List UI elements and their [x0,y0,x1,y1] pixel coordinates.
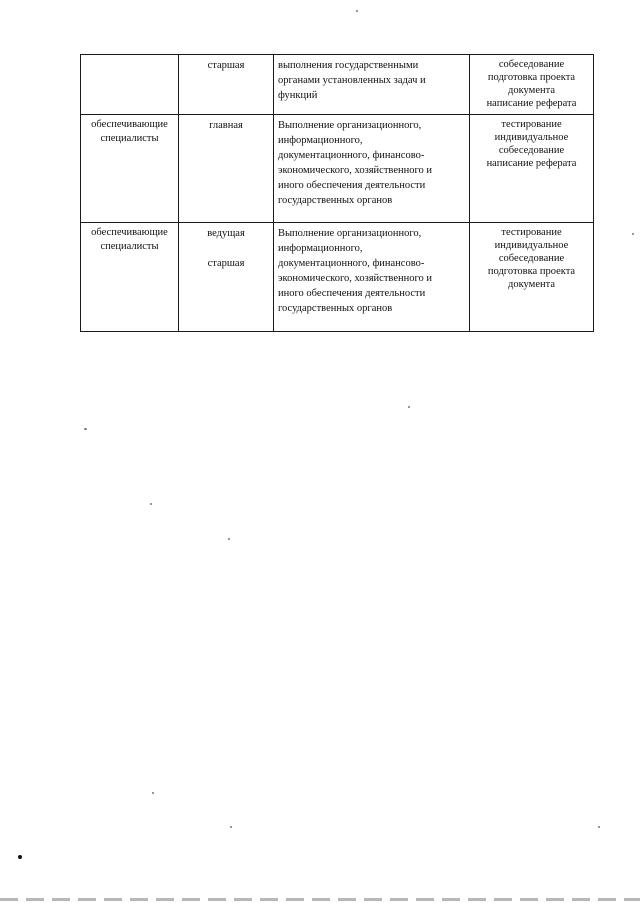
method-text-line: индивидуальное [494,132,569,143]
method-text-line: тестирование [501,119,562,130]
position-group-label: старшая [207,258,245,269]
method-text-line: собеседование [498,253,565,264]
table-row [81,55,594,115]
method-text-line: собеседование [498,59,565,70]
scan-speck [152,792,154,794]
table-row [81,115,594,223]
scan-speck [598,826,600,828]
method-text-line: индивидуальное [494,240,569,251]
function-text-line: выполнения государственными [278,60,419,71]
method-text-line: документа [508,279,555,290]
function-text-line: экономического, хозяйственного и [278,273,433,284]
spacer [183,241,269,256]
category-cell [81,115,179,223]
method-text-line: подготовка проекта [487,266,576,277]
qualification-table [80,54,594,332]
position-group-cell [179,55,274,115]
scan-speck [632,233,634,235]
function-text-line: информационного, [278,243,363,254]
table-row [81,223,594,332]
scan-speck [228,538,230,540]
function-text-line: органами установленных задач и [278,75,426,86]
function-text-line: иного обеспечения деятельности [278,288,426,299]
position-group-label: ведущая [207,228,245,239]
method-text-line: написание реферата [486,98,577,109]
function-text-line: функций [278,90,318,101]
category-cell [81,55,179,115]
function-text-line: информационного, [278,135,363,146]
function-cell [274,115,470,223]
function-text-line: документационного, финансово- [278,258,425,269]
function-text-line: государственных органов [278,195,393,206]
category-cell [81,223,179,332]
evaluation-methods-cell [470,115,594,223]
function-cell [274,223,470,332]
evaluation-methods-cell [470,55,594,115]
position-group-cell [179,223,274,332]
category-text-line: специалисты [100,133,159,144]
function-text-line: государственных органов [278,303,393,314]
evaluation-methods-cell [470,223,594,332]
position-group-label: главная [209,120,243,131]
method-text-line: тестирование [501,227,562,238]
category-text-line: обеспечивающие [91,119,168,130]
category-text-line: обеспечивающие [91,227,168,238]
scan-speck [84,428,87,430]
function-text-line: документационного, финансово- [278,150,425,161]
position-group-label: старшая [207,60,245,71]
scan-speck [230,826,232,828]
function-text-line: иного обеспечения деятельности [278,180,426,191]
method-text-line: подготовка проекта [487,72,576,83]
scan-speck [150,503,152,505]
scan-dot [18,855,22,859]
function-text-line: Выполнение организационного, [278,228,422,239]
function-text-line: Выполнение организационного, [278,120,422,131]
method-text-line: собеседование [498,145,565,156]
scan-speck [356,10,358,12]
function-cell [274,55,470,115]
scan-speck [408,406,410,408]
method-text-line: документа [508,85,555,96]
category-text-line: специалисты [100,241,159,252]
method-text-line: написание реферата [486,158,577,169]
position-group-cell [179,115,274,223]
function-text-line: экономического, хозяйственного и [278,165,433,176]
scan-bottom-edge [0,898,640,901]
